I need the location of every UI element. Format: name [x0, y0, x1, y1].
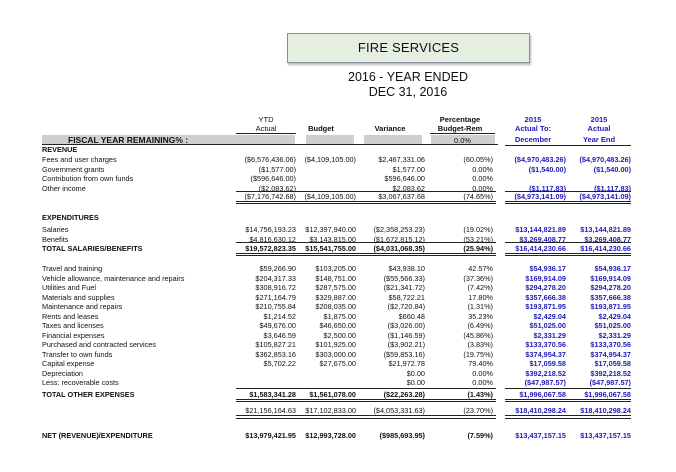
col-percentage-line1: Percentage: [439, 115, 481, 124]
other-expense-row-ytd: $49,676.00: [259, 321, 296, 330]
col-budget-header: Budget: [308, 124, 334, 133]
revenue-row-pct: 0.00%: [472, 183, 493, 193]
total-other-expenses-variance: ($22,263.28): [383, 390, 425, 399]
other-expense-row-b2015: $133,370.56: [590, 340, 631, 349]
other-expense-row-budget: $1,875.00: [323, 311, 356, 321]
other-expense-row-label: Purchased and contracted services: [42, 340, 156, 349]
expenditure-row-budget: $3,143,815.00: [309, 234, 356, 244]
other-expense-row-ytd: $210,755.84: [255, 302, 296, 311]
other-expense-row-label: Taxes and licenses: [42, 321, 104, 330]
revenue-row-b2015: ($4,970,483.26): [579, 155, 631, 164]
revenue-row-variance: $2,467,331.06: [378, 155, 425, 164]
other-expense-row-b2015: $2,429.04: [598, 311, 631, 321]
revenue-row-variance: $1,577.00: [392, 164, 425, 174]
other-expense-row-variance: $43,938.10: [388, 264, 425, 273]
revenue-row-budget: ($4,109,105.00): [304, 155, 356, 164]
revenue-row-pct: 0.00%: [472, 164, 493, 174]
other-expense-row-pct: (3.83%): [467, 340, 493, 349]
other-expense-row-budget: $303,000.00: [315, 349, 356, 359]
other-expense-row-a2015: $51,025.00: [529, 321, 566, 330]
other-expense-row-label: Utilities and Fuel: [42, 283, 96, 292]
other-expense-row-budget: $287,575.00: [315, 283, 356, 292]
other-expense-row-a2015: $374,954.37: [525, 349, 566, 359]
other-expense-row-ytd: $1,214.52: [263, 311, 296, 321]
other-expense-row-pct: (1.31%): [467, 302, 493, 311]
revenue-total-pct: (74.65%): [463, 192, 493, 201]
revenue-row-ytd: ($2,083.62): [258, 183, 296, 193]
revenue-row-ytd: ($596,646.00): [250, 174, 296, 183]
other-expense-row-budget: $329,887.00: [315, 292, 356, 302]
total-other-expenses-a2015: $1,996,067.58: [519, 390, 566, 399]
total-salaries-benefits-ytd: $19,572,823.35: [245, 244, 296, 253]
total-salaries-benefits-pct: (25.94%): [463, 244, 493, 253]
expenditure-row-pct: (53.21%): [463, 234, 493, 244]
other-expense-row-pct: 79.40%: [468, 359, 493, 368]
other-expense-row-pct: 42.57%: [468, 264, 493, 273]
total-other-expenses-b2015: $1,996,067.58: [584, 390, 631, 399]
grand-total-expenditures-a2015: $18,410,298.24: [515, 406, 566, 415]
other-expense-row-b2015: $392,218.52: [590, 368, 631, 378]
grand-total-expenditures-budget: $17,102,833.00: [305, 406, 356, 415]
other-expense-row-variance: ($3,026.00): [387, 321, 425, 330]
other-expense-row-label: Rents and leases: [42, 311, 99, 321]
col-2015-actual-to-line3: December: [514, 135, 552, 144]
other-expense-row-a2015: $54,936.17: [529, 264, 566, 273]
grand-total-expenditures-ytd: $21,156,164.63: [245, 406, 296, 415]
col-2015-year-end-line1: 2015: [590, 115, 608, 124]
revenue-row-ytd: ($1,577.00): [258, 164, 296, 174]
other-expense-row-ytd: $105,827.21: [255, 340, 296, 349]
grand-total-expenditures-b2015: $18,410,298.24: [580, 406, 631, 415]
other-expense-row-label: Materials and supplies: [42, 292, 115, 302]
other-expense-row-variance: ($3,902.21): [387, 340, 425, 349]
other-expense-row-pct: 0.00%: [472, 378, 493, 387]
total-other-expenses-budget: $1,561,078.00: [309, 390, 356, 399]
other-expense-row-ytd: $362,853.16: [255, 349, 296, 359]
net-revenue-expenditure-label: NET (REVENUE)/EXPENDITURE: [42, 431, 153, 440]
other-expense-row-pct: (19.75%): [463, 349, 493, 359]
net-revenue-expenditure-variance: ($985,693.95): [379, 431, 425, 440]
total-salaries-benefits-b2015: $16,414,230.66: [580, 244, 631, 253]
revenue-total-ytd: ($7,176,742.68): [244, 192, 296, 201]
revenue-row-variance: $2,083.62: [392, 183, 425, 193]
other-expense-row-b2015: $193,871.95: [590, 302, 631, 311]
other-expense-row-ytd: $308,916.72: [255, 283, 296, 292]
other-expense-row-variance: $0.00: [406, 378, 425, 387]
other-expense-row-ytd: $271,164.79: [255, 292, 296, 302]
revenue-row-label: Fees and user charges: [42, 155, 117, 164]
net-revenue-expenditure-budget: $12,993,728.00: [305, 431, 356, 440]
other-expense-row-variance: ($21,341.72): [383, 283, 425, 292]
net-revenue-expenditure-ytd: $13,979,421.95: [245, 431, 296, 440]
revenue-row-a2015: ($1,117.83): [529, 183, 566, 193]
expenditure-row-a2015: $13,144,821.89: [515, 225, 566, 234]
other-expense-row-b2015: $51,025.00: [594, 321, 631, 330]
other-expense-row-budget: $46,650.00: [319, 321, 356, 330]
other-expense-row-a2015: $2,331.29: [533, 330, 566, 340]
col-2015-actual-to-line1: 2015: [524, 115, 542, 124]
other-expense-row-a2015: $2,429.04: [533, 311, 566, 321]
other-expense-row-variance: $58,722.21: [388, 292, 425, 302]
other-expense-row-a2015: ($47,987.57): [524, 378, 566, 387]
revenue-total-variance: $3,067,637.68: [378, 192, 425, 201]
col-2015-year-end-line3: Year End: [582, 135, 616, 144]
other-expense-row-variance: ($1,146.59): [387, 330, 425, 340]
other-expense-row-a2015: $193,871.95: [525, 302, 566, 311]
expenditure-row-ytd: $4,816,630.12: [249, 234, 296, 244]
report-title: FIRE SERVICES: [287, 33, 530, 63]
revenue-row-ytd: ($6,576,436.06): [244, 155, 296, 164]
other-expense-row-budget: $101,925.00: [315, 340, 356, 349]
other-expense-row-budget: $2,500.00: [323, 330, 356, 340]
other-expense-row-b2015: ($47,987.57): [589, 378, 631, 387]
other-expense-row-variance: $21,972.78: [388, 359, 425, 368]
other-expense-row-pct: 0.00%: [472, 368, 493, 378]
other-expense-row-label: Vehicle allowance, maintenance and repairs: [42, 273, 185, 283]
other-expense-row-variance: ($59,853.16): [383, 349, 425, 359]
expenditure-row-label: Benefits: [42, 234, 69, 244]
revenue-row-variance: $596,646.00: [384, 174, 425, 183]
revenue-row-b2015: ($1,540.00): [593, 164, 631, 174]
other-expense-row-label: Travel and training: [42, 264, 103, 273]
expenditure-row-ytd: $14,756,193.23: [245, 225, 296, 234]
expenditure-row-variance: ($2,358,253.23): [373, 225, 425, 234]
total-salaries-benefits-budget: $15,541,755.00: [305, 244, 356, 253]
total-salaries-benefits-label: TOTAL SALARIES/BENEFITS: [42, 244, 143, 253]
grand-total-expenditures-variance: ($4,053,331.63): [373, 406, 425, 415]
other-expense-row-variance: $660.48: [398, 311, 425, 321]
col-2015-year-end-line2: Actual: [587, 124, 611, 133]
revenue-row-a2015: ($4,970,483.26): [514, 155, 566, 164]
other-expense-row-a2015: $133,370.56: [525, 340, 566, 349]
other-expense-row-label: Depreciation: [42, 368, 83, 378]
revenue-row-a2015: ($1,540.00): [528, 164, 566, 174]
expenditures-heading: EXPENDITURES: [42, 213, 99, 222]
other-expense-row-budget: $148,751.00: [315, 273, 356, 283]
revenue-row-label: Contribution from own funds: [42, 174, 134, 183]
expenditure-row-a2015: $3,269,408.77: [519, 234, 566, 244]
other-expense-row-b2015: $374,954.37: [590, 349, 631, 359]
expenditure-row-pct: (19.02%): [463, 225, 493, 234]
grand-total-expenditures-pct: (23.70%): [463, 406, 493, 415]
other-expense-row-a2015: $169,914.09: [525, 273, 566, 283]
revenue-row-pct: 0.00%: [472, 174, 493, 183]
other-expense-row-variance: ($2,720.84): [387, 302, 425, 311]
other-expense-row-label: Less: recoverable costs: [42, 378, 119, 387]
revenue-row-label: Other income: [42, 183, 86, 193]
revenue-row-label: Government grants: [42, 164, 105, 174]
revenue-total-budget: ($4,109,105.00): [304, 192, 356, 201]
other-expense-row-label: Maintenance and repairs: [42, 302, 123, 311]
expenditure-row-b2015: $13,144,821.89: [580, 225, 631, 234]
revenue-row-pct: (60.05%): [463, 155, 493, 164]
expenditure-row-b2015: $3,269,408.77: [584, 234, 631, 244]
other-expense-row-ytd: $59,266.90: [259, 264, 296, 273]
other-expense-row-b2015: $294,278.20: [590, 283, 631, 292]
expenditure-row-budget: $12,397,940.00: [305, 225, 356, 234]
net-revenue-expenditure-a2015: $13,437,157.15: [515, 431, 566, 440]
other-expense-row-ytd: $3,646.59: [263, 330, 296, 340]
other-expense-row-ytd: $5,702.22: [263, 359, 296, 368]
other-expense-row-a2015: $357,666.38: [525, 292, 566, 302]
report-subtitle-period: 2016 - YEAR ENDED: [348, 70, 468, 84]
other-expense-row-b2015: $17,059.58: [594, 359, 631, 368]
col-percentage-line2: Budget-Rem: [437, 124, 483, 133]
expenditure-row-variance: ($1,672,815.12): [373, 234, 425, 244]
other-expense-row-b2015: $169,914.09: [590, 273, 631, 283]
fiscal-year-remaining-pct: 0.0%: [453, 136, 472, 145]
col-2015-actual-to-line2: Actual To:: [514, 124, 552, 133]
other-expense-row-budget: $208,035.00: [315, 302, 356, 311]
col-variance-header: Variance: [374, 124, 406, 133]
revenue-total-b2015: ($4,973,141.09): [579, 192, 631, 201]
other-expense-row-pct: (6.49%): [467, 321, 493, 330]
other-expense-row-pct: 35.23%: [468, 311, 493, 321]
other-expense-row-b2015: $2,331.29: [598, 330, 631, 340]
other-expense-row-pct: (7.42%): [467, 283, 493, 292]
other-expense-row-a2015: $392,218.52: [525, 368, 566, 378]
expenditure-row-label: Salaries: [42, 225, 69, 234]
revenue-row-b2015: ($1,117.83): [594, 183, 631, 193]
total-salaries-benefits-a2015: $16,414,230.66: [515, 244, 566, 253]
other-expense-row-label: Capital expense: [42, 359, 95, 368]
col-ytd-line1: YTD: [258, 115, 274, 124]
other-expense-row-budget: $103,205.00: [315, 264, 356, 273]
other-expense-row-b2015: $54,936.17: [594, 264, 631, 273]
total-salaries-benefits-variance: ($4,031,068.35): [373, 244, 425, 253]
other-expense-row-a2015: $294,278.20: [525, 283, 566, 292]
total-other-expenses-pct: (1.43%): [467, 390, 493, 399]
report-subtitle-date: DEC 31, 2016: [368, 85, 448, 99]
col-ytd-line2: Actual: [255, 124, 277, 133]
net-revenue-expenditure-pct: (7.59%): [467, 431, 493, 440]
other-expense-row-pct: (37.36%): [463, 273, 493, 283]
other-expense-row-b2015: $357,666.38: [590, 292, 631, 302]
revenue-heading: REVENUE: [42, 145, 78, 154]
other-expense-row-label: Financial expenses: [42, 330, 105, 340]
other-expense-row-a2015: $17,059.58: [529, 359, 566, 368]
other-expense-row-pct: 17.80%: [468, 292, 493, 302]
other-expense-row-pct: (45.86%): [463, 330, 493, 340]
other-expense-row-ytd: $204,317.33: [255, 273, 296, 283]
total-other-expenses-label: TOTAL OTHER EXPENSES: [42, 390, 135, 399]
net-revenue-expenditure-b2015: $13,437,157.15: [580, 431, 631, 440]
revenue-total-a2015: ($4,973,141.09): [514, 192, 566, 201]
total-other-expenses-ytd: $1,583,341.28: [249, 390, 296, 399]
other-expense-row-variance: ($55,566.33): [383, 273, 425, 283]
other-expense-row-budget: $27,675.00: [319, 359, 356, 368]
fiscal-year-remaining-label: FISCAL YEAR REMAINING% :: [68, 135, 189, 145]
other-expense-row-variance: $0.00: [406, 368, 425, 378]
other-expense-row-label: Transfer to own funds: [42, 349, 113, 359]
